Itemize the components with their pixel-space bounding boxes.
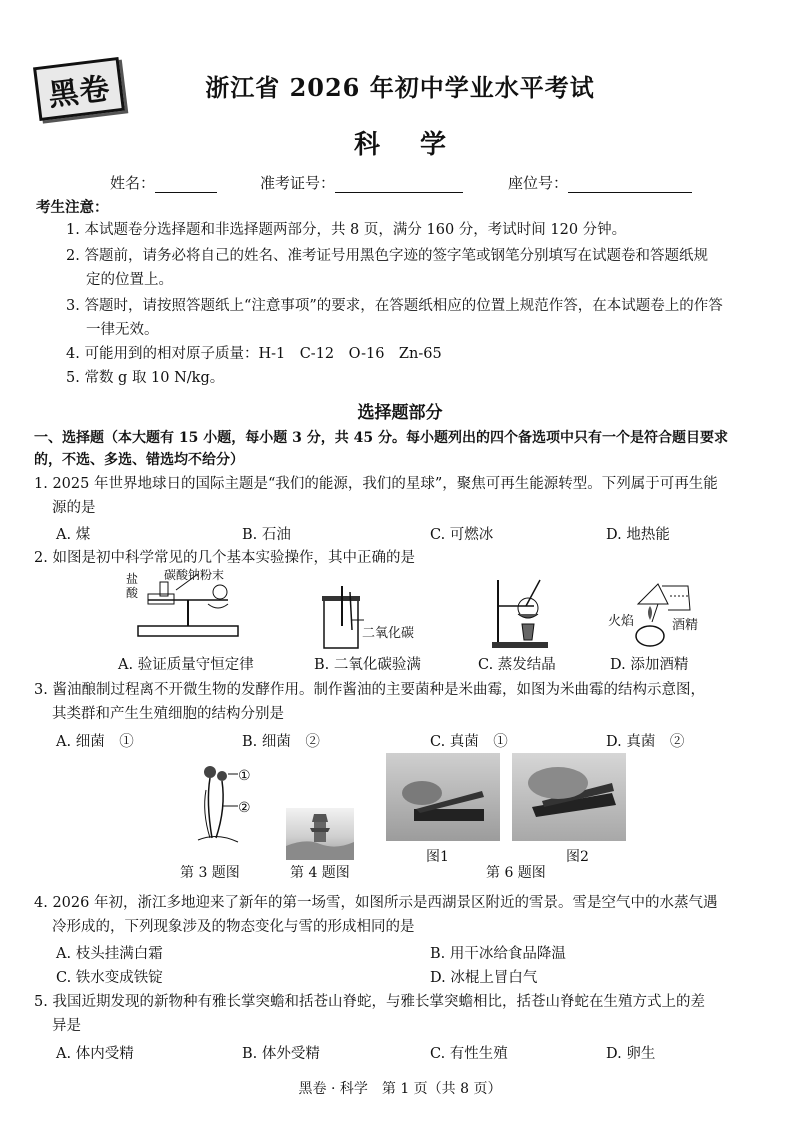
aspergillus-figure: [192, 762, 242, 846]
gas-bottle-figure: [318, 586, 368, 652]
evaporation-figure: [488, 578, 552, 650]
subject-title: 科学: [353, 130, 486, 160]
exam-title: 浙江省 2026 年初中学业水平考试: [205, 73, 595, 102]
option-c[interactable]: C. 有性生殖: [430, 1046, 508, 1062]
option-b[interactable]: B. 用干冰给食品降温: [430, 946, 566, 962]
question-4-stem: 4. 2026 年初，浙江多地迎来了新年的第一场雪，如图所示是西湖景区附近的雪景。雪是空气中的水蒸气遇: [34, 895, 718, 911]
exam-number-label: 准考证号：: [260, 174, 336, 192]
exam-number-blank[interactable]: [335, 176, 463, 193]
notice-item: 4. 可能用到的相对原子质量：H-1 C-12 O-16 Zn-65: [66, 346, 442, 362]
notice-heading: 考生注意：: [36, 199, 109, 216]
option-a[interactable]: A. 枝头挂满白霜: [56, 946, 163, 962]
snow-scene-photo: [286, 808, 354, 860]
question-4-stem: 冷形成的，下列现象涉及的物态变化与雪的形成相同的是: [52, 919, 415, 935]
label-alcohol: 酒精: [672, 618, 699, 633]
notice-item: 一律无效。: [86, 322, 159, 338]
stamp-text: 黑卷: [46, 71, 113, 114]
option-a[interactable]: A. 验证质量守恒定律: [118, 657, 254, 673]
question-3-stem: 3. 酱油酿制过程离不开微生物的发酵作用。制作酱油的主要菌种是米曲霉，如图为米曲霉的结构示意图，: [34, 682, 705, 698]
option-a[interactable]: A. 煤: [56, 527, 91, 543]
option-d[interactable]: D. 冰棍上冒白气: [430, 970, 538, 986]
name-field[interactable]: [110, 172, 217, 193]
notice-item: 5. 常数 g 取 10 N/kg。: [66, 370, 225, 386]
seat-field[interactable]: [508, 172, 692, 193]
exam-number-field[interactable]: [260, 172, 463, 193]
notice-item: 定的位置上。: [86, 272, 173, 288]
label-flame: 火焰: [608, 614, 635, 629]
option-a[interactable]: A. 细菌 ①: [56, 734, 134, 750]
option-d[interactable]: D. 添加酒精: [610, 657, 689, 673]
seat-blank[interactable]: [568, 176, 692, 193]
option-b[interactable]: B. 石油: [242, 527, 291, 543]
question-5-stem: 异是: [52, 1018, 81, 1034]
question-1-stem: 1. 2025 年世界地球日的国际主题是“我们的能源，我们的星球”，聚焦可再生能源转型。下列属于可再生能: [34, 476, 718, 492]
option-b[interactable]: B. 体外受精: [242, 1046, 320, 1062]
option-c[interactable]: C. 铁水变成铁锭: [56, 970, 163, 986]
option-c[interactable]: C. 真菌 ①: [430, 734, 508, 750]
fig2-caption: 图2: [566, 849, 589, 865]
question-2-stem: 2. 如图是初中科学常见的几个基本实验操作，其中正确的是: [34, 550, 415, 566]
seat-label: 座位号：: [508, 174, 569, 192]
section-intro: 一、选择题（本大题有 15 小题，每小题 3 分，共 45 分。每小题列出的四个备选项中只有一个是符合题目要求: [34, 430, 728, 446]
option-b[interactable]: B. 二氧化碳验满: [314, 657, 421, 673]
label-co2: 二氧化碳: [362, 626, 415, 641]
option-d[interactable]: D. 真菌 ②: [606, 734, 685, 750]
notice-item: 3. 答题时，请按照答题纸上“注意事项”的要求，在答题纸相应的位置上规范作答，在本试题卷上的作答: [66, 298, 723, 314]
stapler-photo-2: [512, 753, 626, 841]
mark-2: ②: [238, 800, 251, 816]
page-footer: 黑卷 · 科学 第 1 页（共 8 页）: [298, 1081, 502, 1097]
option-d[interactable]: D. 地热能: [606, 527, 670, 543]
option-b[interactable]: B. 细菌 ②: [242, 734, 320, 750]
fig3-caption: 第 3 题图: [180, 865, 240, 881]
mark-1: ①: [238, 768, 251, 784]
notice-item: 2. 答题前，请务必将自己的姓名、准考证号用黑色字迹的签字笔或钢笔分别填写在试题卷和答题纸规: [66, 248, 708, 264]
fig1-caption: 图1: [426, 849, 449, 865]
notice-item: 1. 本试题卷分选择题和非选择题两部分，共 8 页，满分 160 分，考试时间 120 分钟。: [66, 222, 627, 238]
section-title: 选择题部分: [357, 403, 443, 423]
option-c[interactable]: C. 可燃冰: [430, 527, 494, 543]
option-a[interactable]: A. 体内受精: [56, 1046, 134, 1062]
question-1-stem: 源的是: [52, 500, 96, 516]
section-intro: 的，不选、多选、错选均不给分）: [34, 452, 244, 468]
name-blank[interactable]: [155, 176, 217, 193]
label-na2co3: 碳酸钠粉末: [164, 568, 225, 582]
question-3-stem: 其类群和产生生殖细胞的结构分别是: [52, 706, 284, 722]
fig6-caption: 第 6 题图: [486, 865, 546, 881]
option-c[interactable]: C. 蒸发结晶: [478, 657, 556, 673]
fig4-caption: 第 4 题图: [290, 865, 350, 881]
question-5-stem: 5. 我国近期发现的新物种有雅长掌突蟾和括苍山脊蛇，与雅长掌突蟾相比，括苍山脊蛇在生殖方式上的差: [34, 994, 705, 1010]
label-hcl: 盐酸: [126, 572, 139, 600]
name-label: 姓名：: [110, 174, 156, 192]
stapler-photo-1: [386, 753, 500, 841]
option-d[interactable]: D. 卵生: [606, 1046, 656, 1062]
